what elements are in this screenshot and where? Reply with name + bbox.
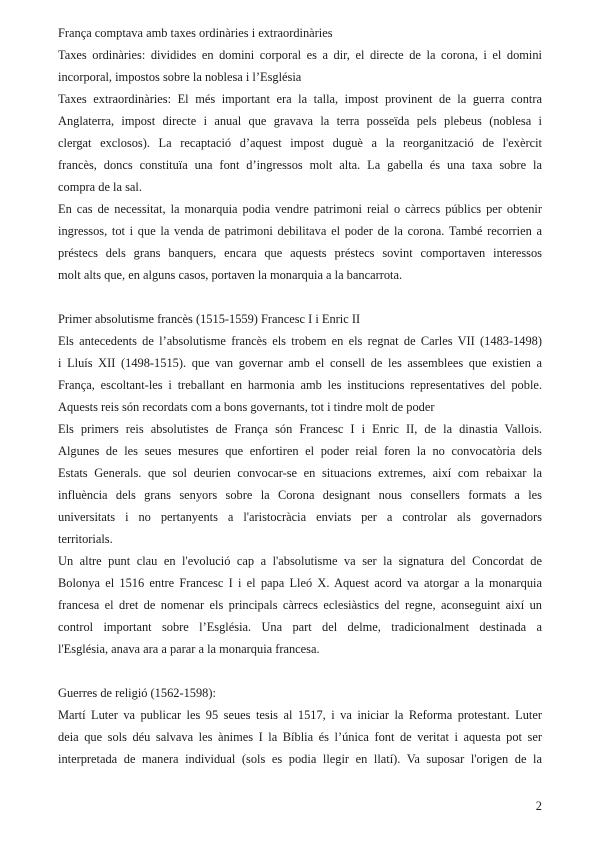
document-page bbox=[58, 22, 542, 770]
text-line: incorporal, impostos sobre la noblesa i l’Església bbox=[58, 70, 302, 84]
text-line: compra de la sal. bbox=[58, 180, 142, 194]
text-line: l'Església, anava ara a parar a la monarquia francesa. bbox=[58, 642, 320, 656]
text-line: Algunes de les seues mesures que enfortiren el poder reial foren la no convocatòria dels bbox=[58, 444, 542, 458]
text-line: Aquests reis són recordats com a bons governants, tot i tindre molt de poder bbox=[58, 400, 435, 414]
text-line: molt alts que, en alguns casos, portaven la monarquia a la bancarrota. bbox=[58, 268, 403, 282]
text-line: Guerres de religió (1562-1598): bbox=[58, 686, 216, 700]
paragraph bbox=[58, 704, 542, 770]
text-line: territorials. bbox=[58, 532, 113, 546]
text-line: França comptava amb taxes ordinàries i extraordinàries bbox=[58, 26, 333, 40]
paragraph bbox=[58, 198, 542, 286]
page-number: 2 bbox=[535, 799, 542, 813]
text-line: Bolonya el 1516 entre Francesc I i el papa Lleó X. Aquest acord va atorgar a la monarquia bbox=[58, 576, 542, 590]
text-line: i Lluís XII (1498-1515). que van governar amb el consell de les assemblees que existien a bbox=[58, 356, 542, 370]
text-line: deia que sols déu salvava les ànimes I la Bíblia és l’única font de veritat i aquesta pot ser bbox=[58, 730, 542, 744]
text-line: Martí Luter va publicar les 95 seues tesis al 1517, i va iniciar la Reforma protestant. Luter bbox=[58, 708, 542, 722]
paragraph bbox=[58, 550, 542, 660]
paragraph bbox=[58, 22, 542, 44]
text-line: França, escoltant-les i treballant en harmonia amb les institucions representatives del poble. bbox=[58, 378, 542, 392]
text-line: ingressos, tot i que la venda de patrimoni debilitava el poder de la corona. També recorrien a bbox=[58, 224, 542, 238]
text-line: influència dels grans senyors sobre la Corona designant nous consellers formats a les bbox=[58, 488, 542, 502]
paragraph bbox=[58, 330, 542, 418]
paragraph bbox=[58, 88, 542, 198]
text-line: universitats i no pertanyents a l'aristocràcia enviats per a controlar als governadors bbox=[58, 510, 542, 524]
text-line: Taxes ordinàries: dividides en domini corporal es a dir, el directe de la corona, i el domini bbox=[58, 48, 542, 62]
text-line: Taxes extraordinàries: El més important era la talla, impost provinent de la guerra contra bbox=[58, 92, 542, 106]
text-line: Anglaterra, impost directe i anual que gravava la terra posseïda pels plebeus (noblesa i bbox=[58, 114, 542, 128]
text-line: francès, doncs constituïa una font d’ingressos molt alta. La gabella és una taxa sobre la bbox=[58, 158, 542, 172]
blank-line bbox=[58, 286, 542, 308]
text-line: préstecs dels grans banquers, encara que aquests préstecs sovint comportaven interessos bbox=[58, 246, 542, 260]
text-line: Primer absolutisme francès (1515-1559) Francesc I i Enric II bbox=[58, 312, 361, 326]
text-line: control important sobre l’Església. Una part del delme, tradicionalment destinada a bbox=[58, 620, 542, 634]
text-line: francesa el dret de nomenar els principals càrrecs eclesiàstics del regne, aconseguint així un bbox=[58, 598, 542, 612]
paragraph bbox=[58, 308, 542, 330]
paragraph bbox=[58, 44, 542, 88]
text-line: Els primers reis absolutistes de França són Francesc I i Enric II, de la dinastia Vallois. bbox=[58, 422, 542, 436]
paragraph bbox=[58, 418, 542, 550]
text-line: clergat exclosos). La recaptació d’aquest impost duguè a la reorganització de l'exèrcit bbox=[58, 136, 542, 150]
blank-line bbox=[58, 660, 542, 682]
text-line: interpretada de manera individual (sols es podia llegir en llatí). Va suposar l'origen de la bbox=[58, 752, 542, 766]
text-line: Els antecedents de l’absolutisme francès els trobem en els regnat de Carles VII (1483-1498) bbox=[58, 334, 542, 348]
text-line: En cas de necessitat, la monarquia podia vendre patrimoni reial o càrrecs públics per obtenir bbox=[58, 202, 542, 216]
text-line: Un altre punt clau en l'evolució cap a l'absolutisme va ser la signatura del Concordat de bbox=[58, 554, 542, 568]
text-line: Estats Generals. que sol deurien convocar-se en situacions extremes, així com rebaixar la bbox=[58, 466, 542, 480]
paragraph bbox=[58, 682, 542, 704]
